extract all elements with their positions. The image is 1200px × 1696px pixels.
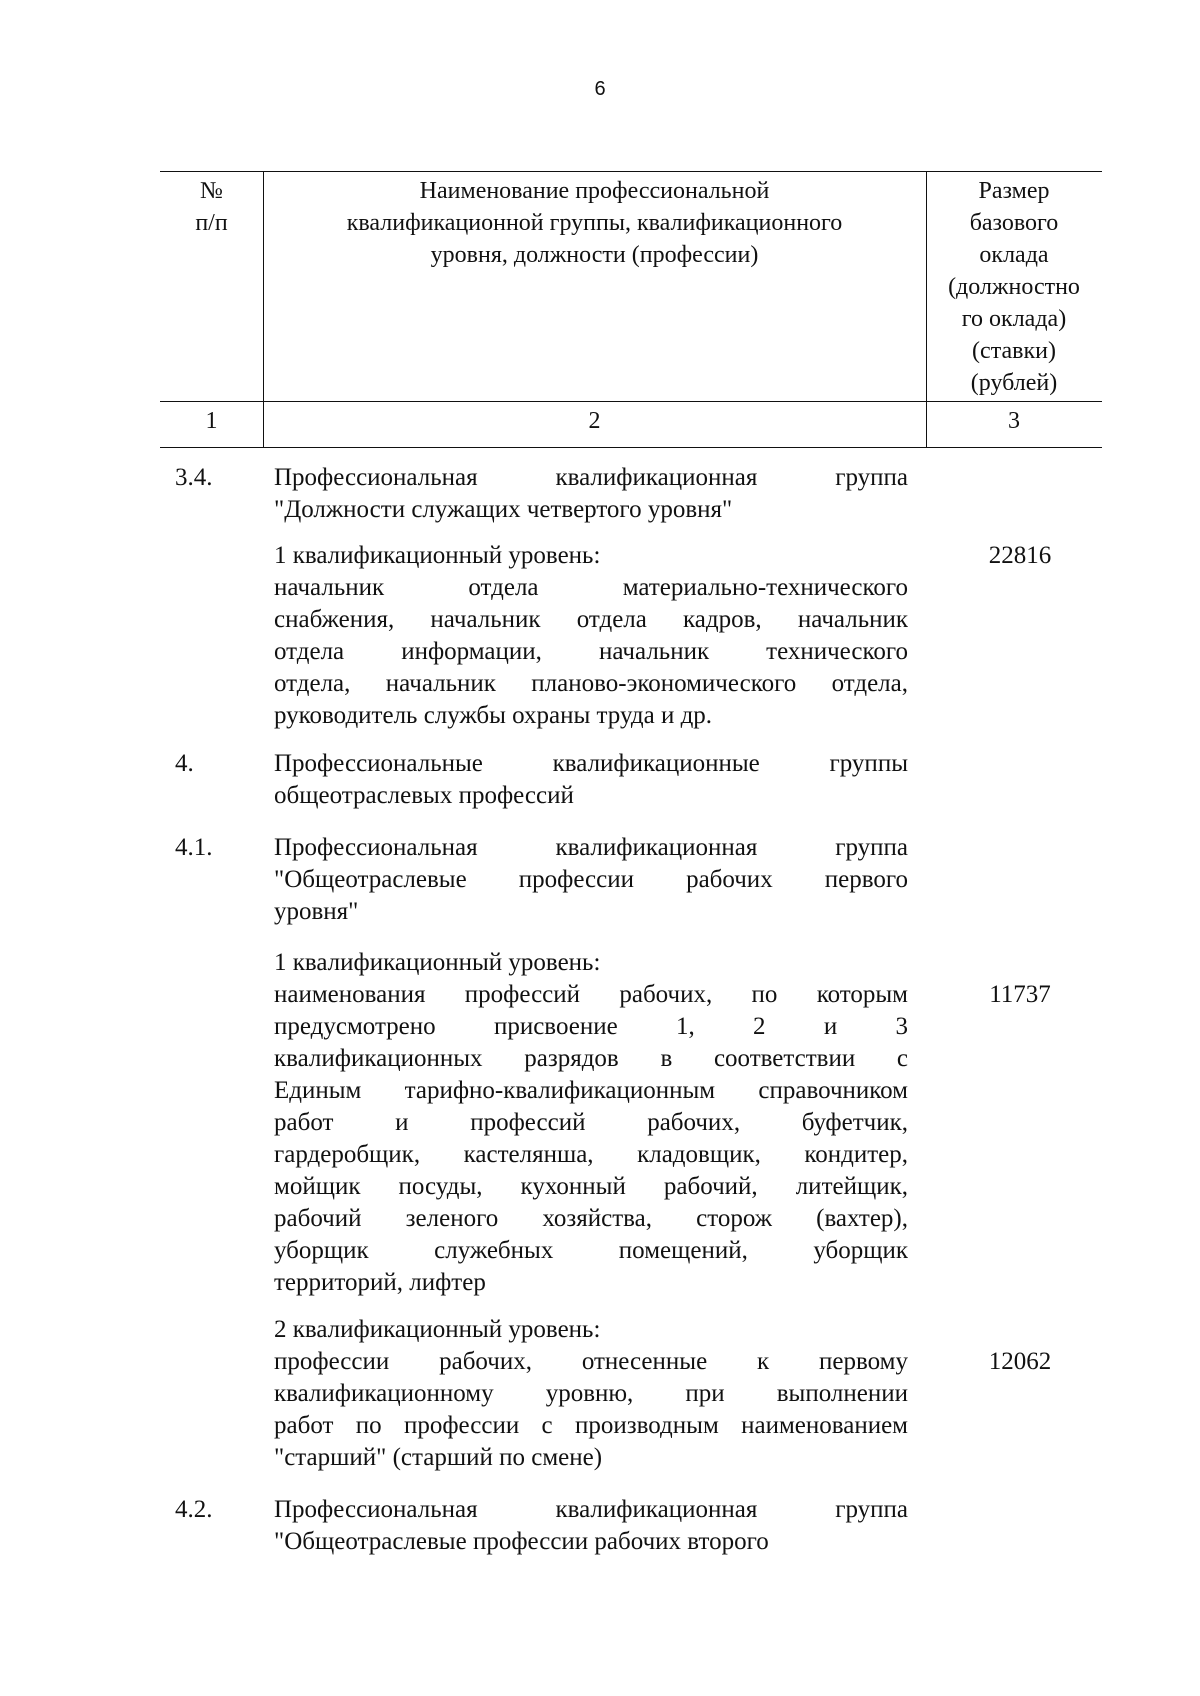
description-line: работ по профессии с производным наименованием (274, 1412, 908, 1439)
row-number: 4.1. (175, 834, 213, 861)
header-bottom-border (160, 447, 1102, 448)
row-salary-value: 11737 (989, 981, 1051, 1008)
header-index-border (160, 401, 1102, 402)
row-description (274, 947, 908, 1299)
description-line: квалификационному уровню, при выполнении (274, 1380, 908, 1407)
row-number: 3.4. (175, 464, 213, 491)
description-line: уровня" (274, 898, 359, 925)
row-description (274, 832, 908, 928)
row-description (274, 462, 908, 526)
description-line: начальник отдела материально-технического (274, 574, 908, 601)
header-top-border (160, 171, 1102, 172)
description-line: руководитель службы охраны труда и др. (274, 702, 713, 729)
row-number: 4. (175, 750, 194, 777)
row-description (274, 540, 908, 732)
description-line: профессии рабочих, отнесенные к первому (274, 1348, 908, 1375)
description-line: общеотраслевых профессий (274, 782, 574, 809)
row-description (274, 1314, 908, 1474)
description-line: рабочий зеленого хозяйства, сторож (вахтер), (274, 1205, 908, 1232)
description-line: работ и профессий рабочих, буфетчик, (274, 1109, 908, 1136)
header-index-1: 1 (205, 408, 218, 434)
description-line: Единым тарифно-квалификационным справочником (274, 1077, 908, 1104)
row-description (274, 748, 908, 812)
description-line: Профессиональная квалификационная группа (274, 464, 908, 491)
description-line: отдела информации, начальник технического (274, 638, 908, 665)
description-line: гардеробщик, кастелянша, кладовщик, кондитер, (274, 1141, 908, 1168)
row-description (274, 1494, 908, 1558)
description-line: наименования профессий рабочих, по которым (274, 981, 908, 1008)
description-line: территорий, лифтер (274, 1269, 486, 1296)
header-col-name: Наименование профессиональной квалификационной группы, квалификационного уровня, должности (профессии) (346, 178, 843, 268)
description-line: снабжения, начальник отдела кадров, начальник (274, 606, 908, 633)
description-line: предусмотрено присвоение 1, 2 и 3 (274, 1013, 908, 1040)
description-line: Профессиональные квалификационные группы (274, 750, 908, 777)
description-line: уборщик служебных помещений, уборщик (274, 1237, 908, 1264)
description-line: отдела, начальник планово-экономического отдела, (274, 670, 908, 697)
row-salary-value: 12062 (988, 1348, 1052, 1375)
description-line: квалификационных разрядов в соответствии с (274, 1045, 908, 1072)
description-line: 1 квалификационный уровень: (274, 542, 601, 569)
row-salary-value: 22816 (988, 542, 1052, 569)
description-line: Профессиональная квалификационная группа (274, 1496, 908, 1523)
table-header (160, 171, 1102, 447)
description-line: "старший" (старший по смене) (274, 1444, 603, 1471)
description-line: Профессиональная квалификационная группа (274, 834, 908, 861)
row-number: 4.2. (175, 1496, 213, 1523)
description-line: 1 квалификационный уровень: (274, 949, 601, 976)
description-line: мойщик посуды, кухонный рабочий, литейщик, (274, 1173, 908, 1200)
description-line: "Должности служащих четвертого уровня" (274, 496, 733, 523)
page-number: 6 (594, 78, 606, 100)
header-index-2: 2 (588, 408, 601, 434)
header-col-salary: Размер базового оклада (должностно го оклада) (ставки) (рублей) (948, 178, 1080, 396)
header-index-3: 3 (1008, 408, 1020, 434)
description-line: 2 квалификационный уровень: (274, 1316, 601, 1343)
header-col-number: № п/п (195, 178, 228, 236)
description-line: "Общеотраслевые профессии рабочих первого (274, 866, 908, 893)
description-line: "Общеотраслевые профессии рабочих второго (274, 1528, 769, 1555)
